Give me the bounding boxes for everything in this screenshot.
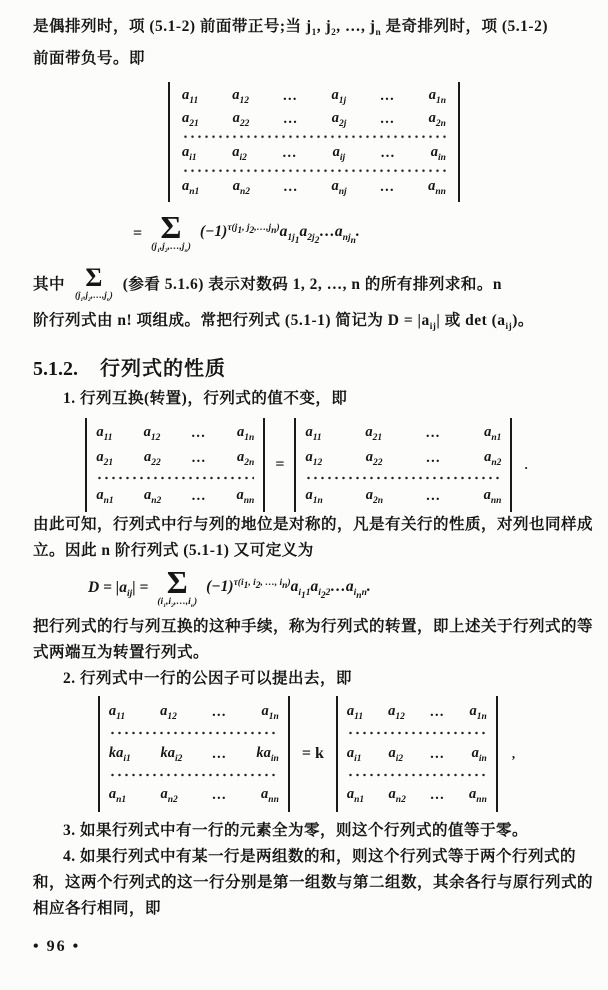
matrix-cell: $a_{n2}$ [160,786,178,806]
matrix-cell: $a_{n1}$ [96,487,114,507]
matrix-row [347,701,487,725]
property-4-line-2: 和，这两个行列式的这一行分别是第一组数与第二组数，其余各行与原行列式的 [33,874,594,892]
dots-row [109,769,279,781]
matrix-cell: … [429,704,445,721]
transpose-right-determinant [294,418,512,512]
symmetry-paragraph-line-2: 立。因此 n 阶行列式 (5.1-1) 又可定义为 [33,542,314,560]
section-title: 行列式的性质 [100,358,226,381]
matrix-cell: $a_{2j}$ [331,109,347,129]
equals-sign: = [275,456,285,474]
matrix-cell: $a_{2n}$ [236,449,255,469]
determinant-right-bar [496,696,498,812]
dots-row [347,769,487,781]
matrix-cell: … [430,745,445,762]
matrix-cell: $ka_{i2}$ [160,744,183,764]
where-line-1-text: (参看 5.1.6) 表示对数码 1, 2, …, n 的所有排列求和。n [122,276,503,294]
matrix-cell: $a_{12}$ [232,87,249,106]
matrix-cell: … [212,745,227,762]
determinant-right-bar [458,82,460,202]
matrix-row [96,447,254,471]
formula-lhs: $D = |a_{ij}|$ = [88,579,149,600]
matrix-row [305,485,501,509]
dots-row [96,472,254,484]
intro-line-2: 前面带负号。即 [33,50,146,68]
matrix-cell: $a_{21}$ [365,424,383,444]
matrix-row [109,701,279,725]
matrix-cell: $a_{11}$ [305,424,322,444]
matrix-row [305,447,501,471]
matrix-cell: $a_{12}$ [388,703,405,723]
dots-row [182,165,446,176]
matrix-cell: $a_{22}$ [365,449,383,469]
factor-left-determinant [98,696,290,812]
matrix-cell: … [212,787,227,804]
matrix-cell: … [191,425,206,442]
matrix-row [305,422,501,446]
matrix-cell: $a_{i1}$ [182,144,197,163]
determinant-right-bar [288,696,290,812]
transpose-paragraph-line-2: 式两端互为转置行列式。 [33,644,210,662]
matrix-row [182,108,446,131]
equals-sign: = [133,225,143,243]
matrix-cell: … [282,144,297,161]
matrix-cell: $a_{22}$ [232,109,250,129]
matrix-row [182,176,446,199]
symmetry-paragraph-line-1: 由此可知，行列式中行与列的地位是对称的，凡是有关行的性质，对列也同样成 [33,516,594,534]
section-number: 5.1.2. [33,358,78,381]
summation-symbol [151,209,191,255]
matrix-row [182,85,446,108]
matrix-cell: $a_{n1}$ [484,424,502,444]
summation-index: $(j_1,j_2,\dots,j_n)$ [151,242,191,255]
determinant-right-bar [263,418,265,512]
sigma-glyph: Σ [160,209,182,246]
matrix-cell: $a_{11}$ [108,703,126,723]
matrix-cell: … [283,179,299,196]
matrix-cell: $a_{11}$ [346,703,364,723]
page-number: • 96 • [33,938,81,956]
alternative-definition-formula [88,564,580,614]
property-3-line: 3. 如果行列式中有一行的元素全为零，则这个行列式的值等于零。 [63,822,529,840]
formula-body: $(-1)^{\tau(i_1, i_2, \dots, i_n)}a_{i_11}a_{i_22}\dots a_{i_nn}$. [206,577,371,601]
matrix-cell: $a_{1j}$ [331,87,347,106]
matrix-cell: … [380,144,396,161]
where-prefix: 其中 [33,276,66,294]
matrix-cell: … [430,787,445,804]
equals-k-sign: = k [301,745,324,763]
matrix-cell: … [211,704,227,721]
determinant-right-bar [510,418,512,512]
matrix-cell: $a_{i2}$ [388,744,404,764]
matrix-cell: $a_{21}$ [96,449,114,469]
matrix-cell: $a_{n2}$ [484,449,502,469]
matrix-cell: $a_{12}$ [305,449,323,469]
dots-row [109,727,279,739]
matrix-row [347,784,487,808]
dots-row [347,727,487,739]
property-2-lead: 2. 行列式中一行的公因子可以提出去，即 [63,670,353,688]
matrix-cell: $a_{nn}$ [469,786,487,806]
matrix-cell: … [191,450,207,467]
common-factor-equation [33,696,580,812]
property-1-lead: 1. 行列互换(转置)，行列式的值不变，即 [63,390,348,408]
section-heading [33,352,580,380]
matrix-cell: … [426,488,441,505]
transpose-equation [33,418,580,512]
matrix-cell: $a_{2n}$ [428,109,446,129]
summation-symbol-inline [75,263,113,304]
matrix-cell: $a_{11}$ [96,424,113,444]
matrix-cell: $a_{21}$ [182,109,199,129]
matrix-cell: $a_{n2}$ [143,487,162,507]
matrix-cell: $a_{22}$ [143,449,161,469]
matrix-cell: $a_{n2}$ [232,178,251,198]
matrix-cell: $a_{1n}$ [428,87,446,106]
matrix-cell: $ka_{in}$ [256,744,279,764]
matrix-cell: … [380,110,395,127]
dots-row [305,472,501,484]
matrix-cell: … [380,87,395,104]
matrix-row [109,742,279,766]
matrix-cell: … [426,450,441,467]
equation-end-mark: . [524,457,528,473]
matrix-cell: $a_{nn}$ [261,786,279,806]
matrix-cell: … [191,488,207,505]
expansion-formula [133,208,580,260]
matrix-row [96,485,254,509]
where-paragraph-line-2: 阶行列式由 n! 项组成。常把行列式 (5.1-1) 简记为 $D = |a_{ij}|$ 或 $\det (a_{ij})$。 [33,312,534,333]
matrix-cell: $a_{i2}$ [232,144,247,163]
matrix-cell: $a_{1n}$ [236,424,255,444]
matrix-cell: $a_{nj}$ [331,178,347,198]
matrix-cell: $a_{nn}$ [236,487,255,507]
matrix-cell: $a_{in}$ [430,144,446,163]
property-4-line-1: 4. 如果行列式中有某一行是两组数的和，则这个行列式等于两个行列式的 [63,848,577,866]
intro-line-1: 是偶排列时，项 (5.1-2) 前面带正号;当 $j_1$, $j_2$, …, $j_n$ 是奇排列时，项 (5.1-2) [33,18,549,39]
sigma-glyph: Σ [166,564,188,601]
matrix-cell: $a_{n1}$ [346,786,365,806]
matrix-cell: … [425,425,441,442]
matrix-cell: $a_{2n}$ [365,487,384,507]
sigma-glyph: Σ [85,263,103,293]
property-4-line-3: 相应各行相同，即 [33,900,162,918]
matrix-cell: $a_{n1}$ [108,786,127,806]
transpose-paragraph-line-1: 把行列式的行与列互换的这种手续，称为行列式的转置，即上述关于行列式的等 [33,618,594,636]
matrix-cell: $a_{12}$ [160,703,177,723]
matrix-cell: … [283,110,298,127]
matrix-cell: $a_{1n}$ [261,703,279,723]
matrix-cell: $a_{1n}$ [469,703,487,723]
matrix-cell: $a_{1n}$ [305,487,323,507]
matrix-row [347,742,487,766]
formula-body: $(-1)^{\tau(j_1, j_2,\dots,j_n)}a_{1j_1}a_{2j_2}\dots a_{nj_n}$. [199,222,360,246]
dots-row [182,131,446,142]
matrix-cell: $a_{n2}$ [388,786,406,806]
matrix-cell: $a_{nn}$ [483,487,502,507]
matrix-cell: $a_{i1}$ [346,744,362,764]
matrix-row [109,784,279,808]
matrix-row [96,422,254,446]
transpose-left-determinant [85,418,265,512]
matrix-cell: $a_{12}$ [143,424,161,444]
summation-index: $(i_1,i_2,\dots,i_n)$ [157,597,198,610]
matrix-cell: $a_{nn}$ [428,178,446,198]
summation-index: $(j_1,j_2,\dots,j_n)$ [75,290,113,304]
matrix-row [182,142,446,165]
where-paragraph-line-1 [33,262,580,308]
matrix-cell: $a_{ij}$ [332,144,346,163]
matrix-cell: … [283,87,298,104]
matrix-cell: $a_{in}$ [471,744,487,764]
matrix-cell: … [380,179,395,196]
summation-symbol [157,564,198,610]
equation-end-mark: , [511,746,516,762]
matrix-cell: $a_{n1}$ [182,178,200,198]
matrix-cell: $ka_{i1}$ [108,744,131,764]
determinant-definition-matrix [168,82,460,202]
matrix-cell: $a_{11}$ [182,87,199,106]
factor-right-determinant [336,696,498,812]
